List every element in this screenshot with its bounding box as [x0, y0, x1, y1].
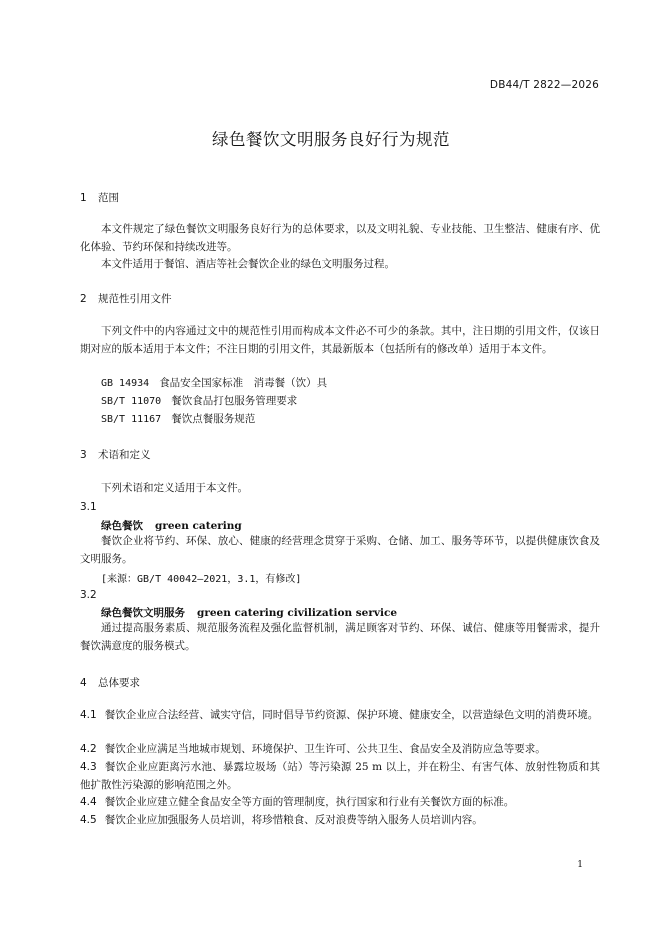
term-name-zh: 绿色餐饮文明服务 — [101, 607, 185, 619]
reference-title: 餐饮食品打包服务管理要求 — [171, 395, 298, 407]
section-2-heading — [80, 291, 172, 306]
term-number: 3.1 — [80, 501, 97, 513]
term-name — [101, 605, 397, 620]
requirement-number: 4.2 — [80, 743, 97, 755]
section-1-paragraph-1: 本文件规定了绿色餐饮文明服务良好行为的总体要求，以及文明礼貌、专业技能、卫生整洁、健康有序、优化体验、节约环保和持续改进等。 — [80, 223, 600, 253]
reference-item — [101, 375, 327, 393]
section-title: 规范性引用文件 — [98, 293, 172, 305]
reference-code: GB 14934 — [101, 378, 150, 389]
section-1-heading — [80, 190, 119, 205]
requirement-text: 餐饮企业应合法经营、诚实守信，同时倡导节约资源、保护环境、健康安全，以营造绿色文明的消费环境。 — [104, 709, 599, 721]
section-number: 1 — [80, 192, 87, 204]
requirement-item — [80, 741, 600, 759]
requirement-number: 4.5 — [80, 814, 97, 826]
requirement-text: 餐饮企业应建立健全食品安全等方面的管理制度，执行国家和行业有关餐饮方面的标准。 — [104, 796, 515, 808]
section-number: 3 — [80, 449, 87, 461]
section-4-heading — [80, 675, 140, 690]
document-title: 绿色餐饮文明服务良好行为规范 — [212, 130, 450, 149]
section-title: 范围 — [98, 192, 119, 204]
requirement-item — [80, 812, 600, 830]
requirement-text: 餐饮企业应满足当地城市规划、环境保护、卫生许可、公共卫生、食品安全及消防应急等要求。 — [104, 743, 546, 755]
section-title: 术语和定义 — [98, 449, 151, 461]
term-definition: 通过提高服务素质、规范服务流程及强化监督机制，满足顾客对节约、环保、诚信、健康等用餐需求，提升餐饮满意度的服务模式。 — [80, 622, 600, 652]
document-code: DB44/T 2822—2026 — [489, 79, 599, 91]
reference-item — [101, 411, 255, 429]
term-name — [101, 518, 242, 533]
section-1-paragraph-2: 本文件适用于餐馆、酒店等社会餐饮企业的绿色文明服务过程。 — [101, 258, 395, 270]
section-title: 总体要求 — [98, 677, 140, 689]
requirement-item — [80, 707, 600, 725]
term-number: 3.2 — [80, 589, 97, 601]
requirement-number: 4.1 — [80, 709, 97, 721]
section-3-heading — [80, 447, 151, 462]
section-number: 4 — [80, 677, 87, 689]
requirement-text: 餐饮企业应距离污水池、暴露垃圾场（站）等污染源 25 m 以上，并在粉尘、有害气体、放射性物质和其他扩散性污染源的影响范围之外。 — [80, 761, 600, 791]
term-definition: 餐饮企业将节约、环保、放心、健康的经营理念贯穿于采购、仓储、加工、服务等环节，以提供健康饮食及文明服务。 — [80, 535, 600, 565]
term-source: [来源：GB/T 40042—2021，3.1，有修改] — [101, 574, 302, 585]
page-number: 1 — [577, 860, 583, 870]
term-name-zh: 绿色餐饮 — [101, 520, 143, 532]
requirement-number: 4.4 — [80, 796, 97, 808]
reference-title: 食品安全国家标准 消毒餐（饮）具 — [159, 377, 328, 389]
term-name-en: green catering civilization service — [197, 607, 398, 619]
requirement-text: 餐饮企业应加强服务人员培训，将珍惜粮食、反对浪费等纳入服务人员培训内容。 — [104, 814, 483, 826]
term-name-en: green catering — [155, 520, 242, 532]
section-number: 2 — [80, 293, 87, 305]
reference-title: 餐饮点餐服务规范 — [171, 413, 256, 425]
reference-code: SB/T 11167 — [101, 414, 162, 425]
requirement-item — [80, 759, 600, 794]
requirement-item — [80, 794, 600, 812]
reference-code: SB/T 11070 — [101, 396, 162, 407]
section-2-intro: 下列文件中的内容通过文中的规范性引用而构成本文件必不可少的条款。其中，注日期的引用文件，仅该日期对应的版本适用于本文件；不注日期的引用文件，其最新版本（包括所有的修改单）适用于本文件。 — [80, 325, 600, 355]
requirement-number: 4.3 — [80, 761, 97, 773]
reference-item — [101, 393, 297, 411]
section-3-intro: 下列术语和定义适用于本文件。 — [101, 482, 248, 494]
